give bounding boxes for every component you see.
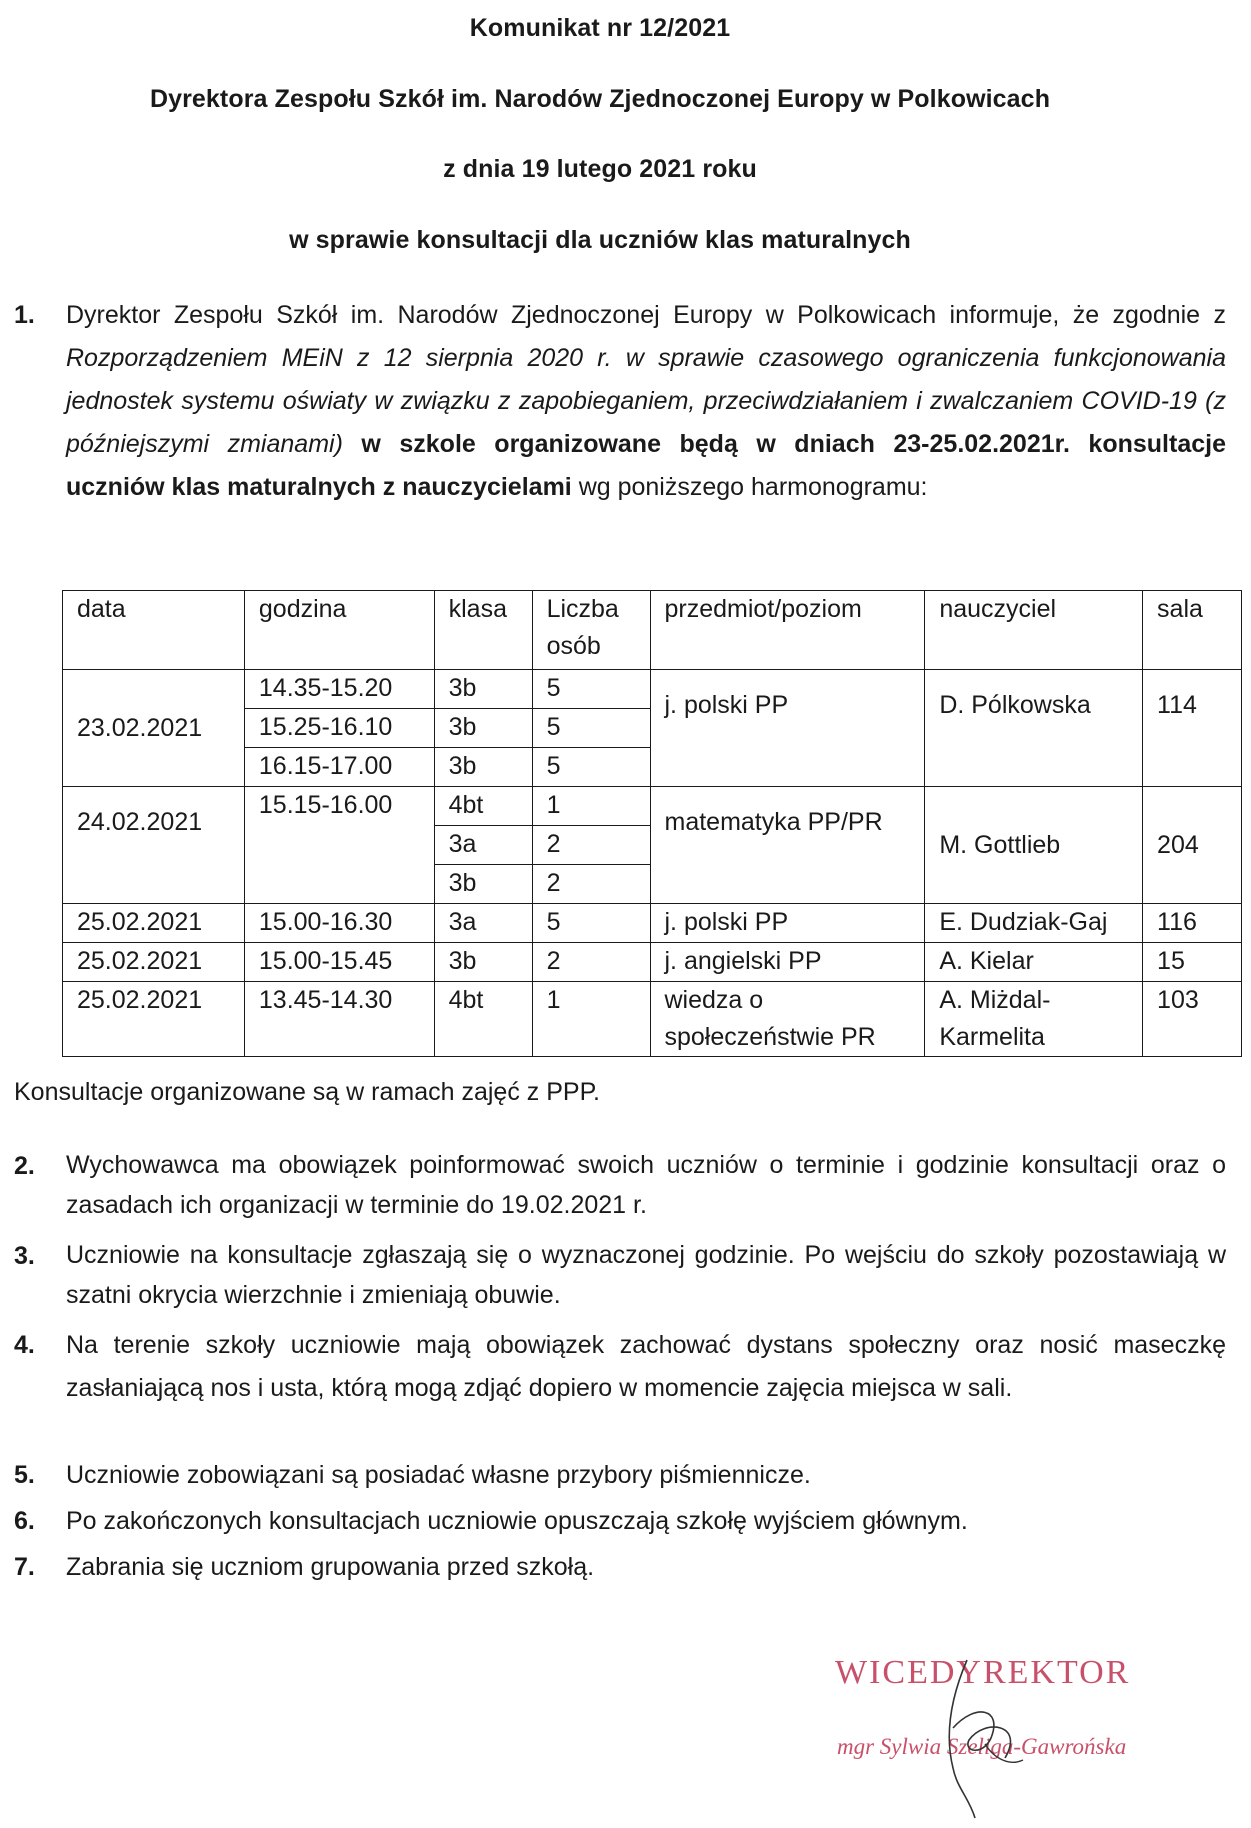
- table-row: [63, 904, 1242, 943]
- header-cell: Liczba osób: [532, 591, 650, 670]
- point-5: [14, 1454, 1226, 1497]
- point-number: 3.: [14, 1242, 35, 1270]
- time-cell: 15.25-16.10: [244, 709, 434, 748]
- room-cell: [1143, 670, 1242, 787]
- consultation-schedule-table: [62, 590, 1242, 1057]
- table-header-row: [63, 591, 1242, 670]
- subject-text: matematyka PP/PR: [664, 808, 883, 836]
- point-text: Uczniowie na konsultacje zgłaszają się o wyznaczonej godzinie. Po wejściu do szkoły pozostawiają w szatni okrycia wierzchnie i zmieniają obuwie.: [66, 1241, 1226, 1309]
- subject-cell: wiedza o społeczeństwie PR: [650, 982, 925, 1057]
- point-1-tail: wg poniższego harmonogramu:: [571, 473, 928, 501]
- count-cell: 5: [532, 904, 650, 943]
- table-row: [63, 670, 1242, 709]
- point-4: [14, 1324, 1226, 1410]
- header-cell: przedmiot/poziom: [650, 591, 925, 670]
- teacher-text: D. Pólkowska: [939, 691, 1091, 719]
- table-row: [63, 943, 1242, 982]
- class-cell: 4bt: [434, 982, 532, 1057]
- subject-line: w sprawie konsultacji dla uczniów klas maturalnych: [289, 226, 911, 254]
- room-cell: 15: [1143, 943, 1242, 982]
- point-number: 2.: [14, 1152, 35, 1180]
- class-cell: 3b: [434, 670, 532, 709]
- header-cell: nauczyciel: [925, 591, 1143, 670]
- ppp-note: Konsultacje organizowane są w ramach zajęć z PPP.: [14, 1078, 600, 1106]
- count-cell: 2: [532, 943, 650, 982]
- table-row: [63, 787, 1242, 826]
- header-cell: data: [63, 591, 245, 670]
- room-cell: 116: [1143, 904, 1242, 943]
- table-row: [63, 982, 1242, 1057]
- count-cell: 5: [532, 748, 650, 787]
- class-cell: 3a: [434, 826, 532, 865]
- point-text: [66, 294, 1226, 509]
- point-2: [14, 1145, 1226, 1225]
- subject-cell: [650, 670, 925, 787]
- date-cell: [63, 787, 245, 904]
- time-cell: 15.00-16.30: [244, 904, 434, 943]
- stamp-name: mgr Sylwia Szeliga-Gawrońska: [837, 1734, 1127, 1759]
- time-cell: 15.00-15.45: [244, 943, 434, 982]
- count-cell: 5: [532, 709, 650, 748]
- teacher-cell: A. Kielar: [925, 943, 1143, 982]
- point-1-intro: Dyrektor Zespołu Szkół im. Narodów Zjednoczonej Europy w Polkowicach informuje, że zgodnie z: [66, 301, 1226, 329]
- subject-cell: j. angielski PP: [650, 943, 925, 982]
- class-cell: 3b: [434, 943, 532, 982]
- class-cell: 3a: [434, 904, 532, 943]
- point-text: Po zakończonych konsultacjach uczniowie opuszczają szkołę wyjściem głównym.: [66, 1507, 968, 1535]
- teacher-cell: M. Gottlieb: [925, 787, 1143, 904]
- teacher-cell: A. Miżdal-Karmelita: [925, 982, 1143, 1057]
- teacher-cell: E. Dudziak-Gaj: [925, 904, 1143, 943]
- date-cell: 25.02.2021: [63, 904, 245, 943]
- room-cell: 204: [1143, 787, 1242, 904]
- stamp-title: WICEDYREKTOR: [835, 1654, 1131, 1691]
- date-text: 24.02.2021: [77, 808, 203, 836]
- time-cell: 14.35-15.20: [244, 670, 434, 709]
- point-number: 4.: [14, 1331, 35, 1359]
- point-number: 1.: [14, 301, 35, 329]
- issue-date: z dnia 19 lutego 2021 roku: [443, 155, 757, 183]
- subject-cell: j. polski PP: [650, 904, 925, 943]
- subject-cell: [650, 787, 925, 904]
- point-text: Zabrania się uczniom grupowania przed szkołą.: [66, 1553, 595, 1581]
- time-cell: 15.15-16.00: [244, 787, 434, 904]
- point-1-bold-text: w szkole organizowane będą w dniach 23-25.02.2021r. konsultacje uczniów klas maturalnych z nauczycielami: [66, 430, 1226, 501]
- point-1: [14, 294, 1226, 509]
- room-cell: 103: [1143, 982, 1242, 1057]
- regulation-reference: Rozporządzeniem MEiN z 12 sierpnia 2020 r. w sprawie czasowego ograniczenia funkcjonowania jednostek systemu oświaty w związku z zapobieganiem, przeciwdziałaniem i zwalczaniem COVID-19 (z późniejszymi zmianami): [66, 344, 1226, 458]
- count-cell: 2: [532, 865, 650, 904]
- point-number: 7.: [14, 1553, 35, 1581]
- issuer: Dyrektora Zespołu Szkół im. Narodów Zjednoczonej Europy w Polkowicach: [149, 85, 1051, 113]
- point-number: 6.: [14, 1507, 35, 1535]
- header-cell: sala: [1143, 591, 1242, 670]
- count-cell: 5: [532, 670, 650, 709]
- point-3: [14, 1235, 1226, 1315]
- subject-text: j. polski PP: [664, 691, 789, 719]
- class-cell: 3b: [434, 709, 532, 748]
- document-number: Komunikat nr 12/2021: [469, 14, 731, 42]
- count-cell: 1: [532, 982, 650, 1057]
- time-cell: 13.45-14.30: [244, 982, 434, 1057]
- point-text: Wychowawca ma obowiązek poinformować swoich uczniów o terminie i godzinie konsultacji oraz o zasadach ich organizacji w terminie do 19.02.2021 r.: [66, 1151, 1226, 1219]
- point-text: Uczniowie zobowiązani są posiadać własne przybory piśmiennicze.: [66, 1461, 811, 1489]
- teacher-cell: [925, 670, 1143, 787]
- class-cell: 3b: [434, 748, 532, 787]
- signature-stamp: [835, 1648, 1135, 1828]
- point-number: 5.: [14, 1461, 35, 1489]
- header-cell: godzina: [244, 591, 434, 670]
- point-6: [14, 1500, 1226, 1543]
- date-cell: 25.02.2021: [63, 982, 245, 1057]
- count-cell: 2: [532, 826, 650, 865]
- date-cell: 25.02.2021: [63, 943, 245, 982]
- point-text: Na terenie szkoły uczniowie mają obowiązek zachować dystans społeczny oraz nosić maseczkę zasłaniającą nos i usta, którą mogą zdjąć dopiero w momencie zajęcia miejsca w sali.: [66, 1331, 1226, 1402]
- point-7: [14, 1546, 1226, 1589]
- header-cell: klasa: [434, 591, 532, 670]
- room-text: 114: [1157, 691, 1197, 719]
- count-cell: 1: [532, 787, 650, 826]
- date-cell: 23.02.2021: [63, 670, 245, 787]
- class-cell: 4bt: [434, 787, 532, 826]
- handwritten-signature-icon: [835, 1648, 1135, 1828]
- time-cell: 16.15-17.00: [244, 748, 434, 787]
- class-cell: 3b: [434, 865, 532, 904]
